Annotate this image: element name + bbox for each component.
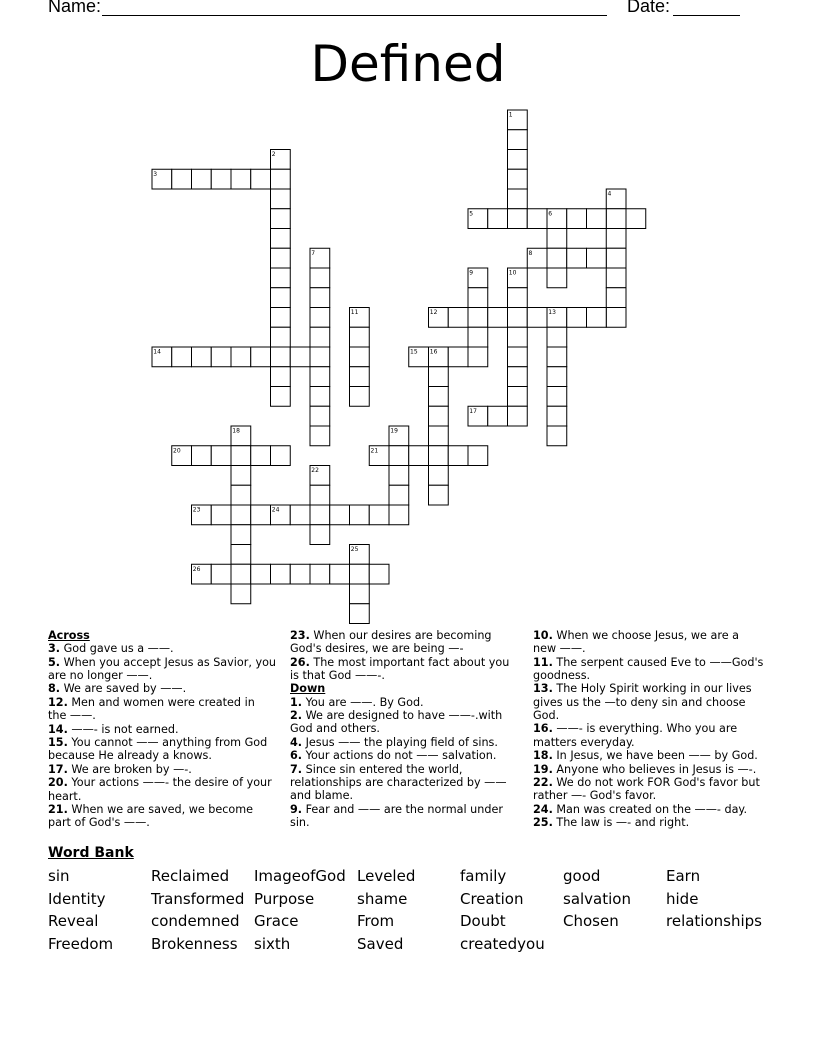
grid-cell[interactable] xyxy=(448,446,468,466)
grid-cell[interactable] xyxy=(211,564,231,584)
grid-cell[interactable] xyxy=(172,347,192,367)
clue xyxy=(48,642,276,655)
grid-cell[interactable] xyxy=(251,505,271,525)
grid-cell[interactable] xyxy=(251,169,271,189)
word-bank-word: Leveled xyxy=(357,867,416,885)
clue-text: Man was created on the ——- day. xyxy=(552,802,748,816)
grid-cell[interactable] xyxy=(271,229,291,249)
grid-cell[interactable] xyxy=(587,308,607,328)
cell-number: 12 xyxy=(429,309,438,317)
clue-number: 12. xyxy=(48,695,68,709)
clue-text: You are ——. By God. xyxy=(302,695,424,709)
grid-cell[interactable] xyxy=(587,248,607,268)
grid-cell[interactable] xyxy=(271,288,291,308)
grid-cell[interactable] xyxy=(211,169,231,189)
cell-number: 6 xyxy=(548,210,553,218)
grid-cell[interactable] xyxy=(310,387,330,407)
clue-number: 1. xyxy=(290,695,303,709)
grid-cell[interactable] xyxy=(192,169,212,189)
clues-column-1 xyxy=(48,629,276,830)
grid-cell[interactable] xyxy=(606,268,626,288)
grid-cell[interactable] xyxy=(271,209,291,229)
clue-text: Anyone who believes in Jesus is —-. xyxy=(552,762,757,776)
grid-cell[interactable] xyxy=(547,229,567,249)
word-bank-word: Saved xyxy=(357,935,404,954)
grid-cell[interactable] xyxy=(508,327,528,347)
clue-text: Your actions ——- the desire of your heart. xyxy=(48,776,272,803)
clue-number: 17. xyxy=(48,762,68,776)
grid-cell[interactable] xyxy=(231,347,251,367)
cell-number: 26 xyxy=(192,565,201,573)
clue-number: 24. xyxy=(533,802,553,816)
grid-cell[interactable] xyxy=(192,347,212,367)
grid-cell[interactable] xyxy=(290,347,310,367)
clue-number: 11. xyxy=(533,655,553,669)
clue xyxy=(48,723,276,736)
grid-cell[interactable] xyxy=(271,327,291,347)
grid-cell[interactable] xyxy=(350,564,370,584)
word-bank-word: Earn xyxy=(666,867,701,885)
grid-cell[interactable] xyxy=(606,209,626,229)
clue xyxy=(290,709,518,735)
clue xyxy=(48,736,276,762)
clue-text: Your actions do not —— salvation. xyxy=(302,749,497,763)
cell-number: 13 xyxy=(548,309,556,317)
clue xyxy=(533,722,765,748)
clue-text: Since sin entered the world, relationships are characterized by —— and blame. xyxy=(290,762,507,803)
clue-number: 14. xyxy=(48,722,68,736)
clue xyxy=(533,682,765,722)
grid-cell[interactable] xyxy=(350,387,370,407)
cell-number: 16 xyxy=(429,348,438,356)
clue-text: When our desires are becoming God's desires, we are being —- xyxy=(290,629,492,656)
clue xyxy=(533,803,765,816)
cell-number: 18 xyxy=(232,427,240,435)
grid-cell[interactable] xyxy=(271,446,291,466)
grid-cell[interactable] xyxy=(468,308,488,328)
grid-cell[interactable] xyxy=(547,426,567,446)
grid-cell[interactable] xyxy=(251,347,271,367)
cell-number: 7 xyxy=(311,249,316,257)
grid-cell[interactable] xyxy=(508,308,528,328)
grid-cell[interactable] xyxy=(231,446,251,466)
grid-cell[interactable] xyxy=(211,347,231,367)
clue-number: 26. xyxy=(290,655,310,669)
word-bank-word: sin xyxy=(48,867,70,885)
grid-cell[interactable] xyxy=(527,209,547,229)
clue xyxy=(533,763,765,776)
clue-text: When we are saved, we become part of God's ——. xyxy=(48,803,254,830)
grid-cell[interactable] xyxy=(350,584,370,604)
grid-cell[interactable] xyxy=(211,505,231,525)
cell-number: 19 xyxy=(390,427,398,435)
clue-number: 18. xyxy=(533,749,553,763)
clue xyxy=(290,629,518,655)
clue-text: The serpent caused Eve to ——God's goodness. xyxy=(533,655,764,682)
grid-cell[interactable] xyxy=(389,446,409,466)
grid-cell[interactable] xyxy=(508,130,528,150)
word-bank-word: family xyxy=(460,867,507,885)
cell-number: 22 xyxy=(311,467,319,475)
grid-cell[interactable] xyxy=(231,584,251,604)
clue-number: 3. xyxy=(48,642,61,656)
clue-text: The Holy Spirit working in our lives gives us the —to deny sin and choose God. xyxy=(533,682,752,722)
word-bank-word: Identity xyxy=(48,889,106,908)
cell-number: 21 xyxy=(370,447,379,455)
grid-cell[interactable] xyxy=(310,406,330,426)
grid-cell[interactable] xyxy=(231,169,251,189)
grid-cell[interactable] xyxy=(350,327,370,347)
clue-text: When we choose Jesus, we are a new ——. xyxy=(533,629,739,656)
grid-cell[interactable] xyxy=(231,564,251,584)
grid-cell[interactable] xyxy=(389,485,409,505)
grid-cell[interactable] xyxy=(231,525,251,545)
down-heading: Down xyxy=(290,682,326,696)
clue xyxy=(290,736,518,749)
grid-cell[interactable] xyxy=(527,308,547,328)
grid-cell[interactable] xyxy=(350,505,370,525)
clue-number: 22. xyxy=(533,776,553,790)
word-bank-word: hide xyxy=(666,889,699,908)
clue xyxy=(533,816,765,829)
grid-cell[interactable] xyxy=(429,387,449,407)
grid-cell[interactable] xyxy=(251,446,271,466)
clue-number: 20. xyxy=(48,776,68,790)
grid-cell[interactable] xyxy=(488,308,508,328)
grid-cell[interactable] xyxy=(330,505,350,525)
puzzle-title: Defined xyxy=(310,35,506,93)
name-label: Name: xyxy=(48,0,102,16)
clue-text: Men and women were created in the ——. xyxy=(48,695,255,723)
word-bank-word: good xyxy=(563,867,601,885)
grid-cell[interactable] xyxy=(547,387,567,407)
grid-cell[interactable] xyxy=(231,545,251,565)
grid-cell[interactable] xyxy=(350,367,370,387)
grid-cell[interactable] xyxy=(409,446,429,466)
clue xyxy=(48,763,276,776)
cell-number: 3 xyxy=(153,170,158,178)
clue-number: 23. xyxy=(290,629,310,642)
grid-cell[interactable] xyxy=(310,485,330,505)
clue xyxy=(48,696,276,722)
clue-number: 9. xyxy=(290,802,303,816)
clue-text: We are broken by —-. xyxy=(67,762,192,776)
grid-cell[interactable] xyxy=(310,347,330,367)
grid-cell[interactable] xyxy=(310,268,330,288)
grid-cell[interactable] xyxy=(389,505,409,525)
clue xyxy=(290,696,518,709)
clue xyxy=(48,656,276,682)
cell-number: 11 xyxy=(350,309,359,317)
word-bank-word: Purpose xyxy=(254,889,315,908)
word-bank-word: createdyou xyxy=(460,935,545,954)
clue xyxy=(48,682,276,695)
word-bank-word: Freedom xyxy=(48,935,114,954)
clue xyxy=(290,803,518,829)
word-bank-word: Brokenness xyxy=(151,935,238,954)
clue-number: 4. xyxy=(290,735,303,749)
grid-cell[interactable] xyxy=(271,387,291,407)
cell-number: 15 xyxy=(410,348,418,356)
grid-cell[interactable] xyxy=(271,248,291,268)
across-heading: Across xyxy=(48,629,90,642)
clue-number: 7. xyxy=(290,762,303,776)
grid-cell[interactable] xyxy=(468,288,488,308)
clue-text: We are designed to have ——-.with God and others. xyxy=(290,709,503,736)
word-bank xyxy=(48,865,788,956)
grid-cell[interactable] xyxy=(567,209,587,229)
clue-text: We do not work FOR God's favor but rather —- God's favor. xyxy=(533,776,760,803)
grid-cell[interactable] xyxy=(567,308,587,328)
cell-number: 20 xyxy=(173,447,181,455)
cell-number: 25 xyxy=(350,546,359,554)
word-bank-word: Reclaimed xyxy=(151,867,230,885)
cell-number: 8 xyxy=(528,249,533,257)
clue-number: 2. xyxy=(290,709,303,723)
grid-cell[interactable] xyxy=(231,505,251,525)
grid-cell[interactable] xyxy=(587,209,607,229)
grid-cell[interactable] xyxy=(271,189,291,209)
clue xyxy=(48,803,276,829)
grid-cell[interactable] xyxy=(508,367,528,387)
clue-number: 21. xyxy=(48,803,68,817)
grid-cell[interactable] xyxy=(310,327,330,347)
word-bank-word: Chosen xyxy=(563,912,619,931)
cell-number: 5 xyxy=(469,210,474,218)
grid-cell[interactable] xyxy=(369,564,389,584)
grid-cell[interactable] xyxy=(429,406,449,426)
clue-text: We are saved by ——. xyxy=(60,682,187,696)
clue-number: 16. xyxy=(533,722,553,736)
grid-cell[interactable] xyxy=(211,446,231,466)
grid-cell[interactable] xyxy=(350,347,370,367)
grid-cell[interactable] xyxy=(606,248,626,268)
clue-text: The most important fact about you is that God ——-. xyxy=(290,655,510,682)
grid-cell[interactable] xyxy=(429,466,449,486)
grid-cell[interactable] xyxy=(488,406,508,426)
clue xyxy=(533,749,765,762)
word-bank-word: sixth xyxy=(254,935,291,954)
grid-cell[interactable] xyxy=(310,525,330,545)
cell-number: 24 xyxy=(271,506,280,514)
grid-cell[interactable] xyxy=(626,209,646,229)
grid-cell[interactable] xyxy=(547,347,567,367)
grid-cell[interactable] xyxy=(251,564,271,584)
grid-cell[interactable] xyxy=(606,308,626,328)
word-bank-word: From xyxy=(357,912,395,931)
grid-cell[interactable] xyxy=(271,268,291,288)
clue-text: You cannot —— anything from God because He already a knows. xyxy=(48,736,268,763)
grid-cell[interactable] xyxy=(271,367,291,387)
grid-cell[interactable] xyxy=(350,604,370,624)
cell-number: 17 xyxy=(469,407,477,415)
grid-cell[interactable] xyxy=(310,308,330,328)
cell-number: 2 xyxy=(271,151,276,159)
grid-cell[interactable] xyxy=(369,505,389,525)
grid-cell[interactable] xyxy=(547,327,567,347)
word-bank-word: ImageofGod xyxy=(254,867,346,885)
grid-cell[interactable] xyxy=(231,466,251,486)
grid-cell[interactable] xyxy=(271,308,291,328)
word-bank-word: Doubt xyxy=(460,912,506,931)
clue-number: 13. xyxy=(533,682,553,696)
grid-cell[interactable] xyxy=(330,564,350,584)
cell-number: 23 xyxy=(192,506,201,514)
grid-cell[interactable] xyxy=(488,209,508,229)
clue xyxy=(533,776,765,802)
grid-cell[interactable] xyxy=(429,426,449,446)
word-bank-word: shame xyxy=(357,889,408,908)
grid-cell[interactable] xyxy=(448,308,468,328)
clue-number: 25. xyxy=(533,816,553,830)
date-label: Date: xyxy=(627,0,671,16)
grid-cell[interactable] xyxy=(468,446,488,466)
clues-column-3 xyxy=(533,629,765,830)
clue xyxy=(290,656,518,682)
grid-cell[interactable] xyxy=(508,169,528,189)
grid-cell[interactable] xyxy=(429,367,449,387)
clue-number: 10. xyxy=(533,629,553,642)
clue-text: God gave us a ——. xyxy=(60,642,174,656)
grid-cell[interactable] xyxy=(508,189,528,209)
word-bank-word: condemned xyxy=(151,912,240,931)
clue xyxy=(290,749,518,762)
word-bank-word: Transformed xyxy=(151,889,245,908)
grid-cell[interactable] xyxy=(290,564,310,584)
grid-cell[interactable] xyxy=(271,564,291,584)
cell-number: 1 xyxy=(508,111,513,119)
clue-number: 19. xyxy=(533,762,553,776)
grid-cell[interactable] xyxy=(310,564,330,584)
clue-text: Fear and —— are the normal under sin. xyxy=(290,802,503,829)
grid-cell[interactable] xyxy=(508,406,528,426)
clue-text: ——- is everything. Who you are matters everyday. xyxy=(533,722,738,749)
cell-number: 14 xyxy=(153,348,161,356)
grid-cell[interactable] xyxy=(389,466,409,486)
grid-cell[interactable] xyxy=(271,169,291,189)
cell-number: 9 xyxy=(469,269,474,277)
grid-cell[interactable] xyxy=(310,288,330,308)
grid-cell[interactable] xyxy=(192,446,212,466)
clue-text: When you accept Jesus as Savior, you are no longer ——. xyxy=(48,655,277,682)
clue xyxy=(533,656,765,682)
grid-cell[interactable] xyxy=(468,347,488,367)
grid-cell[interactable] xyxy=(508,288,528,308)
grid-cell[interactable] xyxy=(429,485,449,505)
word-bank-word: relationships xyxy=(666,912,762,931)
grid-cell[interactable] xyxy=(508,209,528,229)
grid-cell[interactable] xyxy=(271,347,291,367)
clue-text: In Jesus, we have been —— by God. xyxy=(552,749,758,763)
grid-cell[interactable] xyxy=(172,169,192,189)
grid-cell[interactable] xyxy=(429,446,449,466)
grid-cell[interactable] xyxy=(310,505,330,525)
grid-cell[interactable] xyxy=(290,505,310,525)
grid-cell[interactable] xyxy=(547,248,567,268)
clue-number: 15. xyxy=(48,736,68,750)
grid-cell[interactable] xyxy=(310,367,330,387)
grid-cell[interactable] xyxy=(606,229,626,249)
clue xyxy=(290,763,518,803)
cell-number: 10 xyxy=(508,269,517,277)
grid-cell[interactable] xyxy=(508,150,528,170)
grid-cell[interactable] xyxy=(606,288,626,308)
grid-cell[interactable] xyxy=(567,248,587,268)
clue-text: The law is —- and right. xyxy=(552,816,690,830)
clue-number: 5. xyxy=(48,655,61,669)
clue-number: 6. xyxy=(290,749,303,763)
cell-number: 4 xyxy=(607,190,612,198)
clue xyxy=(533,629,765,655)
grid-cell[interactable] xyxy=(547,268,567,288)
clues-column-2 xyxy=(290,629,518,829)
grid-cell[interactable] xyxy=(231,485,251,505)
word-bank-word: Grace xyxy=(254,912,299,931)
word-bank-word: Reveal xyxy=(48,912,99,931)
grid-cell[interactable] xyxy=(508,387,528,407)
grid-cell[interactable] xyxy=(547,367,567,387)
grid-cell[interactable] xyxy=(448,347,468,367)
grid-cell[interactable] xyxy=(310,426,330,446)
clue-text: ——- is not earned. xyxy=(67,722,179,736)
clue xyxy=(48,776,276,802)
grid-cell[interactable] xyxy=(468,327,488,347)
grid-cell[interactable] xyxy=(508,347,528,367)
word-bank-title: Word Bank xyxy=(48,845,134,861)
word-bank-word: salvation xyxy=(563,889,631,908)
clue-text: Jesus —— the playing field of sins. xyxy=(302,735,498,749)
word-bank-word: Creation xyxy=(460,889,524,908)
clue-number: 8. xyxy=(48,682,61,696)
grid-cell[interactable] xyxy=(547,406,567,426)
